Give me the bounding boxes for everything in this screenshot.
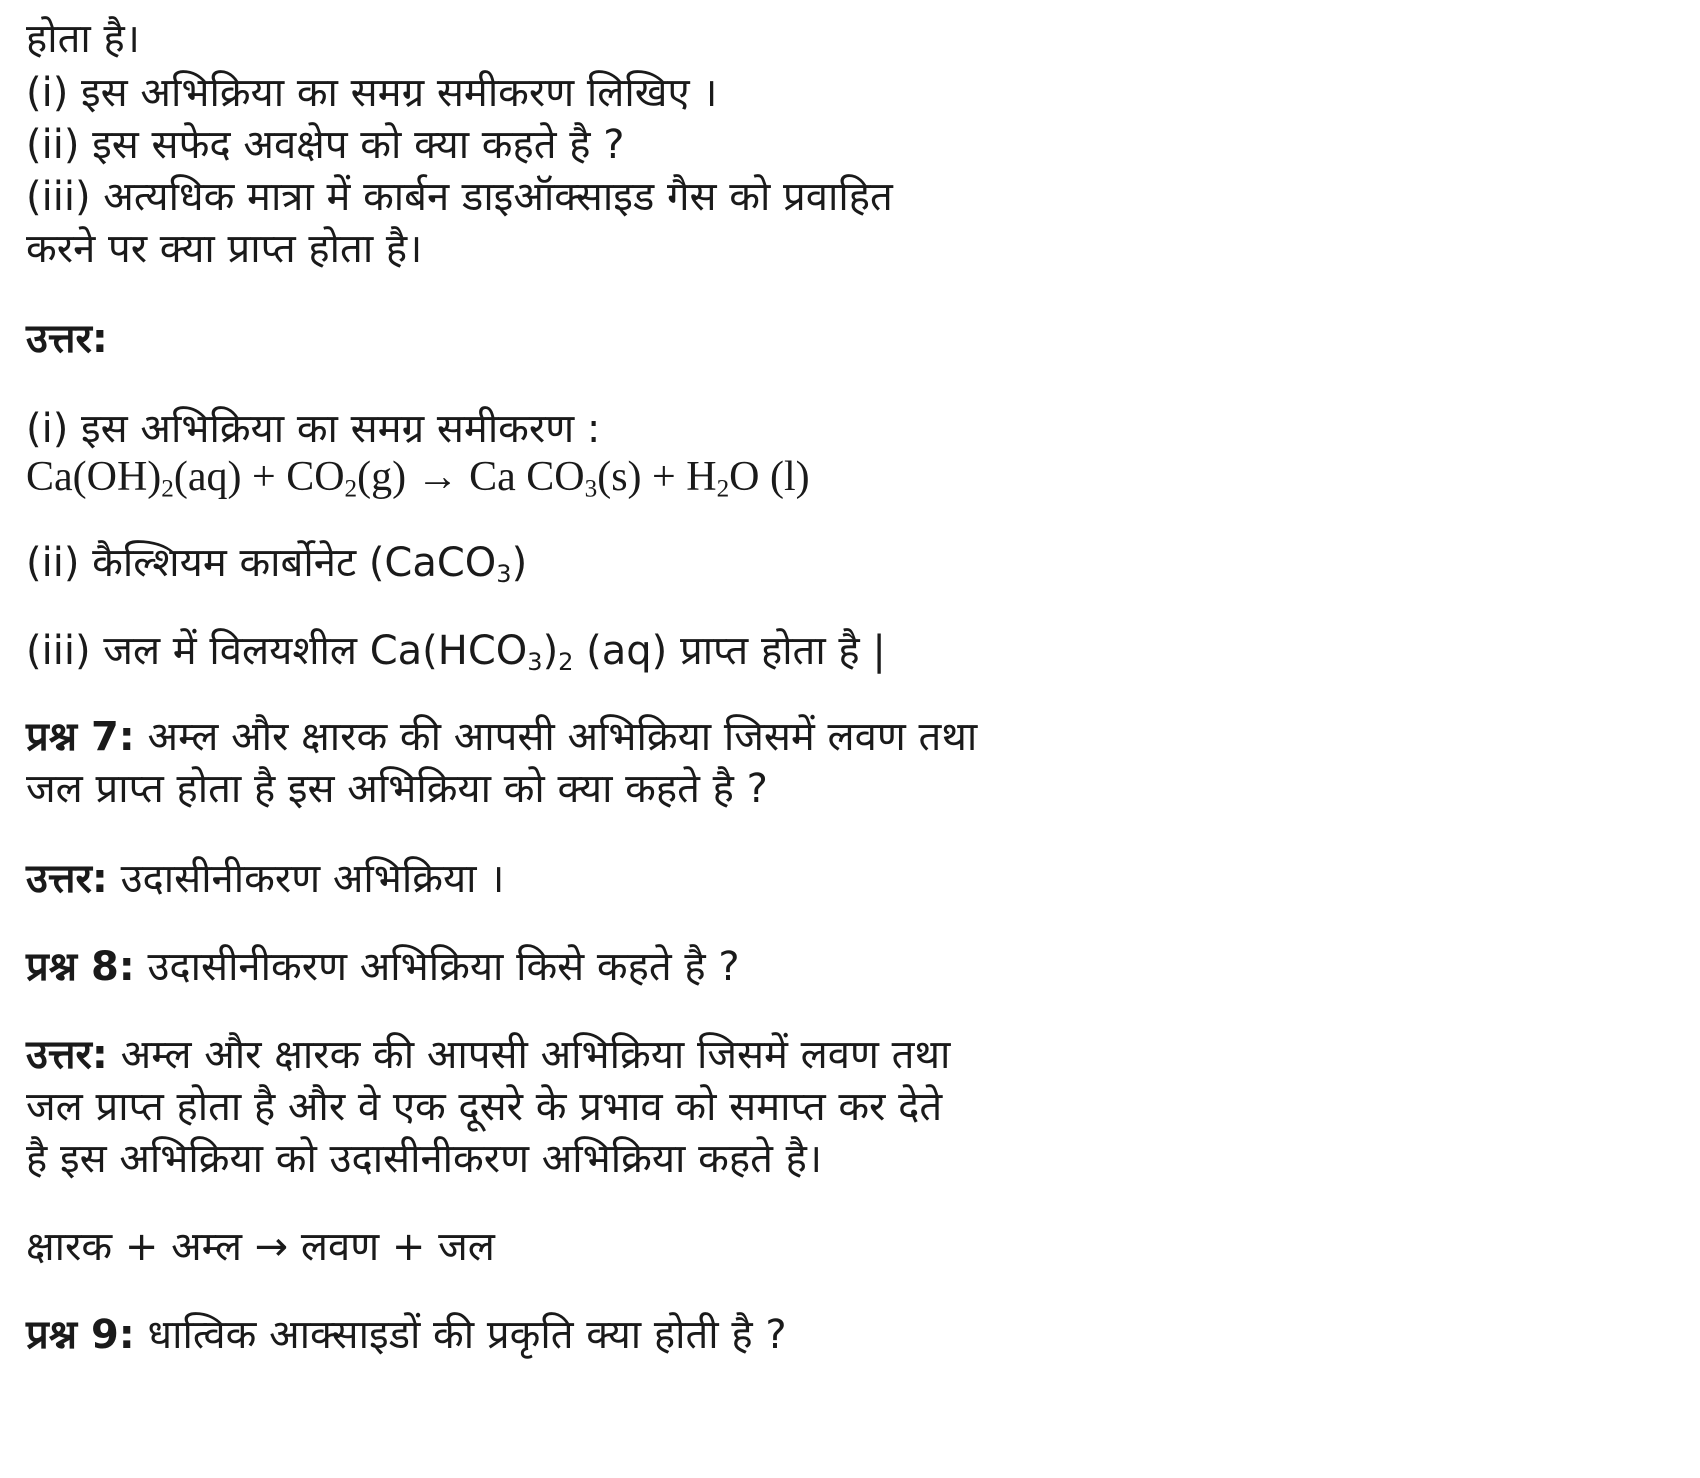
question-8-label: प्रश्न 8: [26, 944, 135, 990]
question-7-label: प्रश्न 7: [26, 714, 135, 760]
answer-6-item-i: (i) इस अभिक्रिया का समग्र समीकरण : [26, 406, 601, 452]
answer-8-label: उत्तर: [26, 1032, 108, 1078]
question-7-continuation: जल प्राप्त होता है इस अभिक्रिया को क्या कहते है ? [26, 766, 768, 812]
answer-8-continuation-2: है इस अभिक्रिया को उदासीनीकरण अभिक्रिया कहते है। [26, 1136, 823, 1182]
answer-7: उत्तर: उदासीनीकरण अभिक्रिया । [26, 856, 505, 902]
answer-6-label: उत्तर: [26, 316, 108, 362]
answer-7-label: उत्तर: [26, 856, 108, 902]
question-9: प्रश्न 9: धात्विक आक्साइडों की प्रकृति क्या होती है ? [26, 1312, 787, 1358]
question-6-item-i: (i) इस अभिक्रिया का समग्र समीकरण लिखिए । [26, 70, 718, 116]
answer-8: उत्तर: अम्ल और क्षारक की आपसी अभिक्रिया जिसमें लवण तथा [26, 1032, 951, 1078]
question-7: प्रश्न 7: अम्ल और क्षारक की आपसी अभिक्रिया जिसमें लवण तथा [26, 714, 978, 760]
question-9-label: प्रश्न 9: [26, 1312, 135, 1358]
question-6-item-iii-continuation: करने पर क्या प्राप्त होता है। [26, 226, 423, 272]
answer-6-item-iii: (iii) जल में विलयशील $Ca(HCO_3)_2$ (aq) प्राप्त होता है | [26, 628, 886, 676]
answer-8-continuation-1: जल प्राप्त होता है और वे एक दूसरे के प्रभाव को समाप्त कर देते [26, 1084, 943, 1130]
question-6-continuation: होता है। [26, 16, 140, 62]
question-8: प्रश्न 8: उदासीनीकरण अभिक्रिया किसे कहते है ? [26, 944, 740, 990]
question-6-item-iii: (iii) अत्यधिक मात्रा में कार्बन डाइऑक्साइड गैस को प्रवाहित [26, 174, 893, 220]
word-equation: क्षारक + अम्ल → लवण + जल [26, 1224, 495, 1270]
chemical-equation: $Ca(OH)_2(aq) + CO_2(g) \to Ca$ $CO_3(s) + H_2O$ (l) [26, 454, 810, 503]
answer-6-item-ii: (ii) कैल्शियम कार्बोनेट (CaCO$_3$) [26, 540, 528, 588]
question-6-item-ii: (ii) इस सफेद अवक्षेप को क्या कहते है ? [26, 122, 625, 168]
